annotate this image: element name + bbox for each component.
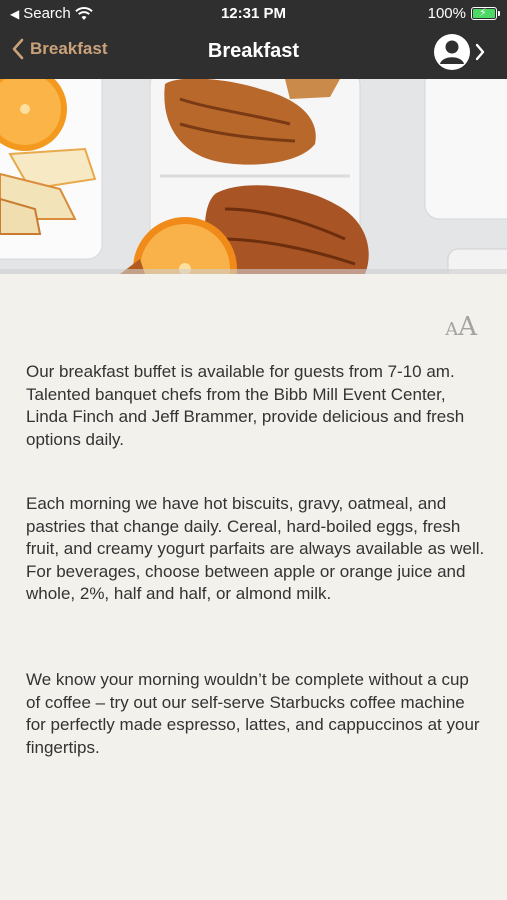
text-size-large-a: A — [458, 312, 477, 342]
back-to-app-icon[interactable]: ◀ — [10, 6, 20, 21]
back-button[interactable] — [12, 38, 108, 60]
paragraph-menu-beverages: For beverages, choose between apple or orange juice and whole, 2%, half and half, or almond milk. — [26, 561, 466, 603]
content-area — [0, 274, 507, 900]
text-size-button[interactable] — [445, 312, 477, 342]
paragraph-coffee: We know your morning wouldn’t be complete without a cup of coffee – try out our self-serve Starbucks coffee machine for perfectly made espresso, lattes, and cappuccinos at your fingertips. — [26, 670, 480, 757]
paragraph-buffet-hours: Our breakfast buffet is available for guests from 7-10 am. Talented banquet chefs from the Bibb Mill Event Center, Linda Finch and Jeff Brammer, provide delicious and fresh options daily. — [26, 362, 465, 449]
text-size-small-a: A — [445, 319, 459, 340]
navigation-bar — [0, 28, 507, 79]
page-title: Breakfast — [207, 40, 300, 62]
paragraph-menu-food: Each morning we have hot biscuits, gravy, oatmeal, and pastries that change daily. Cereal, hard-boiled eggs, fresh fruit, and creamy yogurt parfaits are always available as well. — [26, 494, 485, 558]
profile-button[interactable] — [433, 33, 485, 71]
status-time: 12:31 PM — [220, 5, 287, 22]
status-right — [428, 5, 497, 22]
battery-percent: 100% — [427, 5, 466, 22]
user-icon — [433, 33, 471, 71]
battery-icon: ⚡ — [471, 7, 497, 20]
breakfast-photo — [0, 79, 507, 274]
paragraph-menu — [26, 493, 486, 606]
top-bar — [0, 0, 507, 79]
status-bar — [0, 0, 507, 28]
chevron-left-icon — [12, 38, 24, 60]
back-button-label: Breakfast — [30, 39, 108, 58]
chevron-right-icon — [475, 43, 485, 61]
hero-image — [0, 79, 507, 274]
carrier-label[interactable]: Search — [23, 5, 71, 22]
